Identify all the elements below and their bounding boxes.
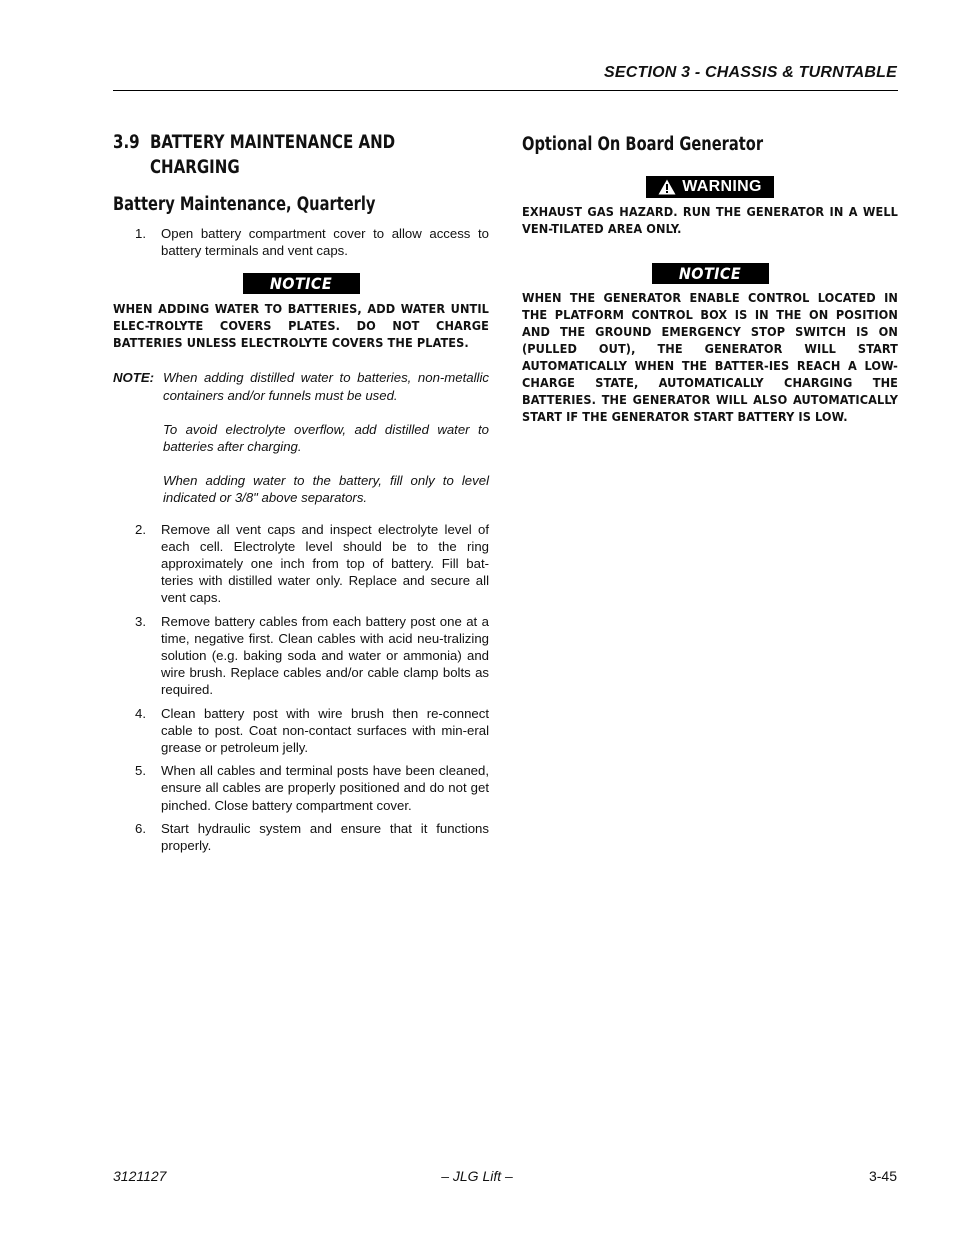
step-text: When all cables and terminal posts have been cleaned, ensure all cables are properly positioned and do not get pinched. Close battery compartment cover. [161,763,489,813]
footer-doc-number: 3121127 [113,1168,167,1184]
left-column [113,130,489,860]
list-item [113,613,489,699]
step-number: 6. [135,820,146,836]
step-text: Remove battery cables from each battery post one at a time, negative first. Clean cables with acid neu-tralizing solution (e.g. baking soda and water or ammonia) and wire brush. Replace cables and/or cable clamp bolts as required. [161,613,489,698]
note-body [163,369,489,506]
step-number: 3. [135,613,146,629]
notice-text: WHEN ADDING WATER TO BATTERIES, ADD WATER UNTIL ELEC-TROLYTE COVERS PLATES. DO NOT CHARGE BATTERIES UNLESS ELECTROLYTE COVERS THE PLATES. [113,301,489,351]
list-item [113,521,489,607]
note-paragraph: When adding distilled water to batteries, non-metallic containers and/or funnels must be used. [163,370,489,403]
footer-page-number: 3-45 [868,1168,897,1184]
step-text: Remove all vent caps and inspect electrolyte level of each cell. Electrolyte level should be to the ring approximately one inch from top of battery. Fill bat-teries with distilled water only. Replace and secure all vent caps. [161,521,489,606]
list-item [113,762,489,814]
section-header: SECTION 3 - CHASSIS & TURNTABLE [603,64,897,81]
note-label: NOTE: [113,370,155,386]
warning-triangle-icon [658,179,676,195]
header-divider [113,90,898,91]
note-paragraph: When adding water to the battery, fill only to level indicated or 3/8" above separators. [163,473,489,506]
warning-label: WARNING [682,178,762,195]
notice-box [522,263,898,425]
notice-box [113,273,489,351]
subheading-generator: Optional On Board Generator [522,134,764,155]
step-list-first [113,225,489,259]
step-number: 1. [135,226,146,241]
footer-brand: – JLG Lift – [441,1168,513,1184]
notice-badge: NOTICE [652,263,769,284]
subheading-battery-maintenance: Battery Maintenance, Quarterly [113,194,376,215]
section-heading [113,130,444,180]
step-number: 4. [135,705,146,721]
section-title: BATTERY MAINTENANCE AND CHARGING [149,131,396,178]
step-text: Open battery compartment cover to allow access to battery terminals and vent caps. [161,226,489,259]
right-column [522,130,898,425]
list-item [113,820,489,854]
notice-badge: NOTICE [243,273,360,294]
step-number: 5. [135,763,146,779]
note-paragraph: To avoid electrolyte overflow, add distilled water to batteries after charging. [163,421,489,455]
warning-text: EXHAUST GAS HAZARD. RUN THE GENERATOR IN A WELL VEN-TILATED AREA ONLY. [522,204,898,236]
section-number: 3.9 [113,131,140,153]
warning-badge [646,176,774,198]
note-block [113,369,489,506]
step-list-remaining [113,521,489,855]
warning-box [522,176,898,237]
list-item [113,225,489,259]
step-number: 2. [135,521,146,537]
step-text: Start hydraulic system and ensure that it functions properly. [161,820,489,854]
step-text: Clean battery post with wire brush then re-connect cable to post. Coat non-contact surfaces with min-eral grease or petroleum jelly. [161,705,489,756]
notice-text: WHEN THE GENERATOR ENABLE CONTROL LOCATED IN THE PLATFORM CONTROL BOX IS IN THE ON POSITION AND THE GROUND EMERGENCY STOP SWITCH IS ON (PULLED OUT), THE GENERATOR WILL START AUTOMATICALLY WHEN THE BATTER-IES REACH A LOW-CHARGE STATE, AUTOMATICALLY CHARGING THE BATTERIES. THE GENERATOR WILL ALSO AUTOMATICALLY START IF THE GENERATOR START BATTERY IS LOW. [522,290,898,424]
list-item [113,705,489,757]
